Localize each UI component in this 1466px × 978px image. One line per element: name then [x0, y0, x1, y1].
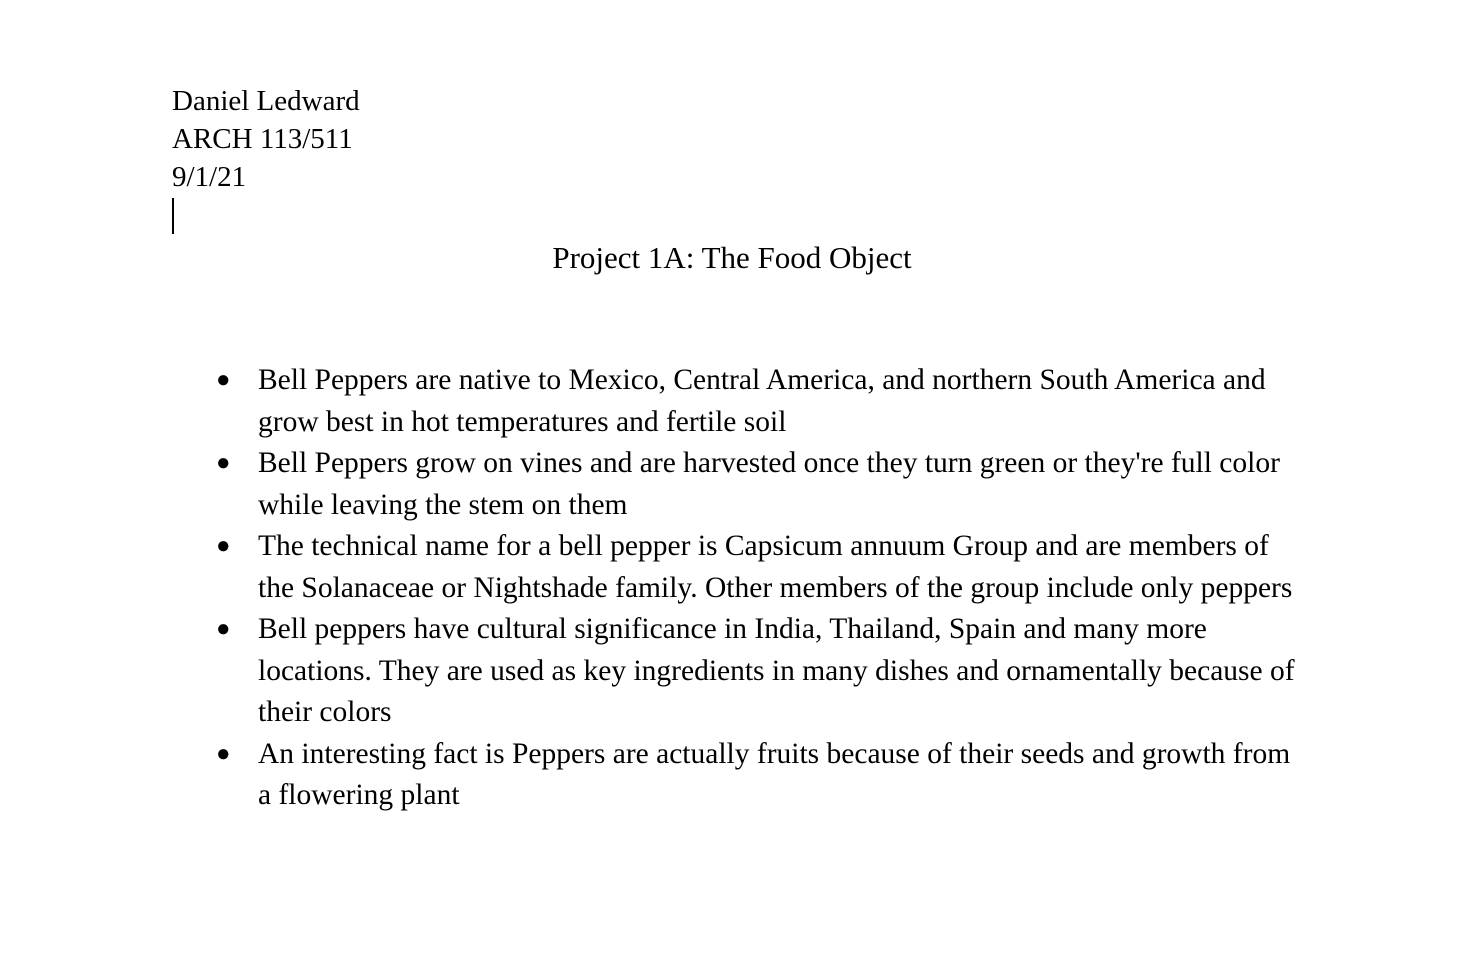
bullet-item[interactable] — [214, 526, 1304, 609]
bullet-text[interactable]: Bell Peppers grow on vines and are harvested once they turn green or they're full color while leaving the stem on them — [258, 447, 1280, 521]
bullet-item[interactable] — [214, 734, 1304, 817]
bullet-item[interactable] — [214, 360, 1304, 443]
bullet-icon: ● — [216, 450, 231, 476]
bullet-icon: ● — [216, 367, 231, 393]
document-date[interactable]: 9/1/21 — [172, 161, 247, 193]
document-title[interactable]: Project 1A: The Food Object — [552, 240, 912, 275]
bullet-item[interactable] — [214, 609, 1304, 734]
text-cursor — [172, 198, 174, 234]
bullet-list — [214, 360, 1304, 817]
course-code[interactable]: ARCH 113/511 — [172, 123, 353, 155]
document-header — [172, 82, 360, 196]
bullet-icon: ● — [216, 616, 231, 642]
bullet-text[interactable]: An interesting fact is Peppers are actually fruits because of their seeds and growth from a flowering plant — [258, 737, 1291, 811]
bullet-icon: ● — [216, 533, 231, 559]
bullet-text[interactable]: The technical name for a bell pepper is Capsicum annuum Group and are members of the Solanaceae or Nightshade family. Other members of the group include only peppers — [258, 530, 1293, 604]
bullet-text[interactable]: Bell peppers have cultural significance in India, Thailand, Spain and many more locations. They are used as key ingredients in many dishes and ornamentally because of their colors — [258, 613, 1295, 728]
bullet-item[interactable] — [214, 443, 1304, 526]
bullet-icon: ● — [216, 740, 231, 767]
bullet-text[interactable]: Bell Peppers are native to Mexico, Central America, and northern South America and grow best in hot temperatures and fertile soil — [258, 364, 1266, 438]
author-name[interactable]: Daniel Ledward — [172, 85, 360, 117]
